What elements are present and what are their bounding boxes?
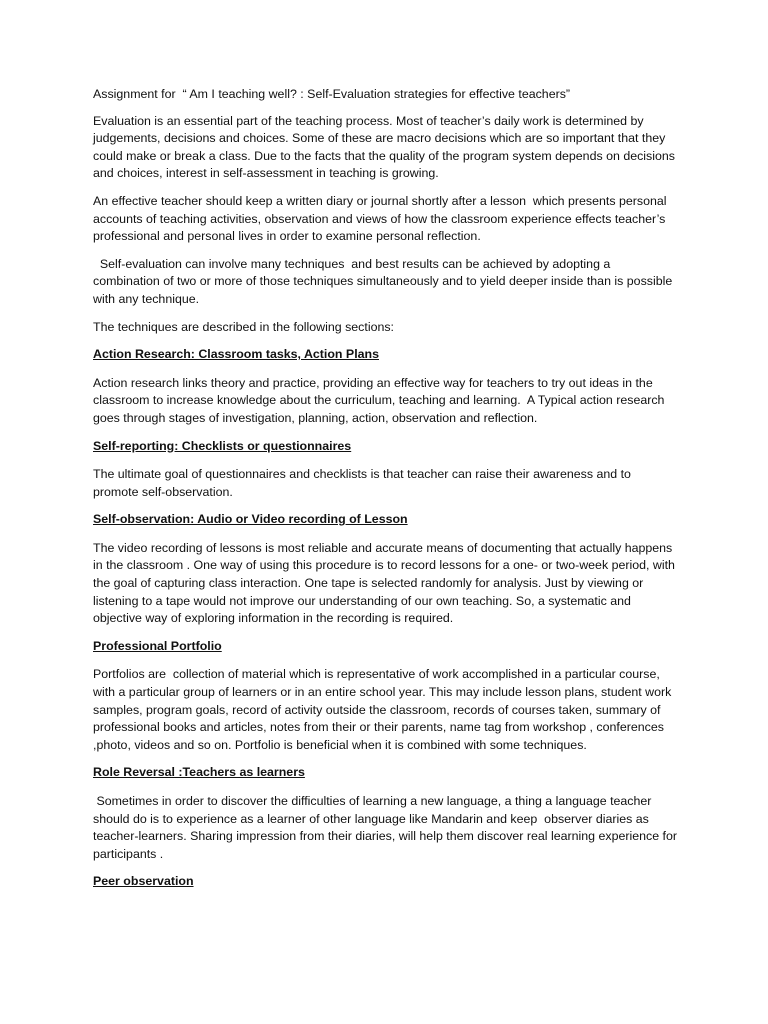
document-title: Assignment for “ Am I teaching well? : Self-Evaluation strategies for effective teachers” [93,87,571,101]
section-heading-professional-portfolio: Professional Portfolio [93,638,222,653]
section-heading-peer-observation: Peer observation [93,874,194,889]
section-body-self-reporting: The ultimate goal of questionnaires and checklists is that teacher can raise their awareness and to promote self-observation. [93,467,635,499]
section-body-self-observation: The video recording of lessons is most reliable and accurate means of documenting that actually happens in the classroom . One way of using this procedure is to record lessons for a one- or two-week period, with the goal of capturing class interaction. One tape is selected randomly for analysis. Just by viewing or listening to a tape would not improve our understanding of our own teaching. So, a systematic and objective way of exploring information in the recording is required. [93,540,679,626]
section-heading-action-research: Action Research: Classroom tasks, Action Plans [93,347,379,362]
section-heading-self-observation: Self-observation: Audio or Video recording of Lesson [93,512,408,527]
section-heading-role-reversal: Role Reversal :Teachers as learners [93,765,305,780]
intro-paragraph-2: An effective teacher should keep a written diary or journal shortly after a lesson which presents personal accounts of teaching activities, observation and views of how the classroom experience effects teacher’s professional and personal lives in order to examine personal reflection. [93,193,670,244]
section-body-action-research: Action research links theory and practice, providing an effective way for teachers to try out ideas in the classroom to increase knowledge about the curriculum, teaching and learning. A Typical action research goes through stages of investigation, planning, action, observation and reflection. [93,375,668,425]
intro-paragraph-3: Self-evaluation can involve many techniques and best results can be achieved by adopting a combination of two or more of those techniques simultaneously and to yield deeper inside than is possible with any technique. [93,256,676,306]
section-body-professional-portfolio: Portfolios are collection of material which is representative of work accomplished in a particular course, with a particular group of learners or in an entire school year. This may include lesson plans, student work samples, program goals, record of activity outside the classroom, records of courses taken, summary of professional books and articles, notes from their or their parents, name tag from workshop , conferences ,photo, videos and so on. Portfolio is beneficial when it is combined with some techniques. [93,667,675,752]
section-body-role-reversal: Sometimes in order to discover the difficulties of learning a new language, a thing a language teacher should do is to experience as a learner of other language like Mandarin and keep observer diaries as teacher-learners. Sharing impression from their diaries, will help them discover real learning experience for participants . [93,794,681,861]
section-heading-self-reporting: Self-reporting: Checklists or questionnaires [93,438,352,453]
document-page [93,86,681,902]
intro-paragraph-1: Evaluation is an essential part of the teaching process. Most of teacher’s daily work is determined by judgements, decisions and choices. Some of these are macro decisions which are so important that they could make or break a class. Due to the facts that the quality of the program system depends on decisions and choices, interest in self-assessment in teaching is growing. [93,113,679,181]
intro-paragraph-4: The techniques are described in the following sections: [93,319,394,334]
